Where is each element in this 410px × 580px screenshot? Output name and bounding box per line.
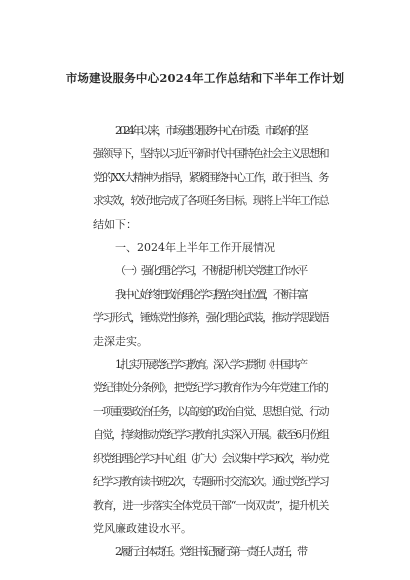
body-line: 我中心始终把政治理论学习摆在突出位置，不断丰富 [115, 287, 306, 301]
body-line: 2024年以来，市场建设服务中心在市委、市政府的坚 [115, 124, 306, 137]
body-line: （一）强化理论学习，不断提升机关党建工作水平 [115, 264, 306, 278]
body-line: 结如下： [93, 217, 137, 231]
body-line: 一、2024年上半年工作开展情况 [115, 241, 275, 255]
body-line: 党风廉政建设水平。 [93, 521, 192, 535]
body-line: 党的XX大精神为指导，紧紧围绕中心工作，敢于担当、务 [93, 170, 328, 184]
body-line: 教育，进一步落实全体党员干部“一岗双责”，提升机关 [93, 498, 329, 512]
body-line: 党纪律处分条例》，把党纪学习教育作为今年党建工作的 [93, 381, 328, 395]
body-line: 纪学习教育读书班2次，专题研讨交流3次。通过党纪学习 [93, 475, 329, 489]
body-line: 2.履行主体责任。党组书记履行第一责任人责任，带 [115, 545, 306, 559]
body-line: 求实效，较好地完成了各项任务目标。现将上半年工作总 [93, 194, 328, 208]
body-line: 走深走实。 [93, 334, 148, 348]
document-title: 市场建设服务中心2024年工作总结和下半年工作计划 [65, 71, 345, 85]
body-line: 学习形式，锤炼党性修养，强化理论武装，推动学思践悟 [93, 311, 328, 325]
document-body [93, 119, 328, 564]
body-line: 1.扎实开展党纪学习教育。深入学习贯彻《中国共产 [115, 358, 306, 372]
body-line: 自觉，持续推动党纪学习教育扎实深入开展。截至6月份组 [93, 428, 328, 442]
body-line: 织党组理论学习中心组（扩大）会议集中学习6次，举办党 [93, 451, 328, 465]
body-line: 一项重要政治任务，以高度的政治自觉、思想自觉、行动 [93, 404, 328, 418]
body-line: 强领导下，坚持以习近平新时代中国特色社会主义思想和 [93, 147, 328, 161]
